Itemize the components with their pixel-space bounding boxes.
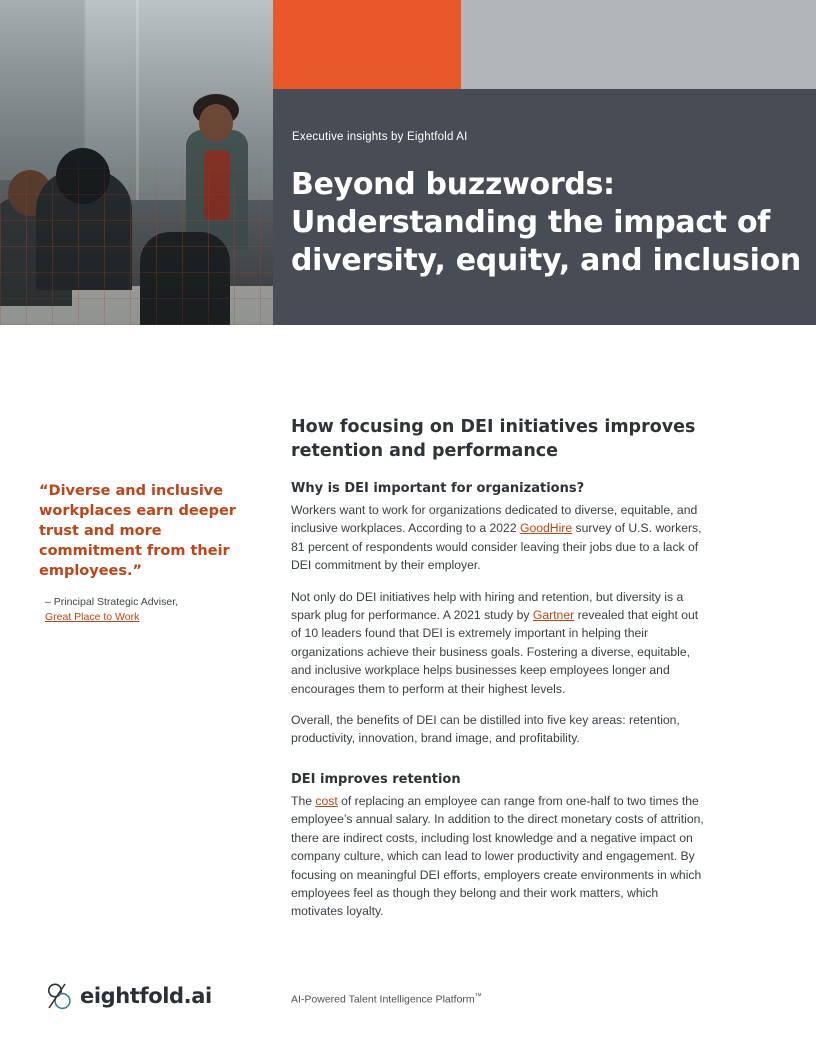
paragraph-gartner-part1: Not only do DEI initiatives help with hiring and retention, but diversity is a spark plug for performance. A 2021 study by [291,589,684,623]
header-eyebrow: Executive insights by Eightfold AI [292,131,468,143]
accent-band-orange [273,0,461,89]
pull-quote-attribution [39,595,254,625]
subsection-title-retention: DEI improves retention [291,771,461,787]
paragraph-cost-part2: of replacing an employee can range from one-half to two times the employee’s annual salary. In addition to the direct monetary costs of attrition, there are indirect costs, including lost knowledge and a negative impact on company culture, which can lead to lower productivity and engagement. By focusing on meaningful DEI efforts, employers create environments in which employees feel as though they belong and their work matters, which motivates loyalty. [291,793,704,919]
document-header [0,0,816,325]
footer-logo[interactable] [46,982,212,1010]
page-title: Beyond buzzwords: Understanding the impact of diversity, equity, and inclusion [291,167,801,278]
footer-tagline-trademark: ™ [474,993,482,1000]
pull-quote [39,481,254,625]
paragraph-goodhire-part2: survey of U.S. workers, 81 percent of respondents would consider leaving their jobs due to a lack of DEI commitment by their employer. [291,521,702,573]
gartner-link[interactable]: Gartner [532,608,575,623]
accent-band-grey [461,0,816,89]
section-title: How focusing on DEI initiatives improves retention and performance [291,417,696,461]
paragraph-gartner-part2: revealed that eight out of 10 leaders found that DEI is extremely important in helping their organizations achieve their business goals. Fostering a diverse, equitable, and inclusive workplace helps businesses keep employees longer and encourages them to perform at their highest levels. [291,608,699,696]
pull-quote-text: “Diverse and inclusive workplaces earn deeper trust and more commitment from their employees.” [39,483,236,579]
eightfold-logo-icon [46,982,72,1010]
pull-quote-source-link[interactable]: Great Place to Work [45,611,140,623]
footer-tagline [291,993,482,1006]
eightfold-wordmark: eightfold.ai [80,984,212,1008]
paragraph-five-key-areas: Overall, the benefits of DEI can be distilled into five key areas: retention, productivity, innovation, brand image, and profitability. [291,713,680,746]
subsection-title-why-dei: Why is DEI important for organizations? [291,481,585,496]
goodhire-link[interactable]: GoodHire [519,521,573,536]
paragraph-gartner [291,588,704,698]
paragraph-cost-part1: The [291,793,316,808]
photo-shade-overlay [0,0,273,325]
paragraph-goodhire-part1: Workers want to work for organizations dedicated to diverse, equitable, and inclusive workplaces. According to a 2022 [291,503,698,536]
cost-link[interactable]: cost [315,793,338,808]
footer-tagline-text: AI-Powered Talent Intelligence Platform [291,993,475,1006]
article-body [291,415,704,921]
paragraph-goodhire [291,501,704,575]
pull-quote-attribution-role: – Principal Strategic Adviser, [45,596,179,608]
paragraph-cost-of-replacing [291,792,704,921]
hero-photo [0,0,273,325]
